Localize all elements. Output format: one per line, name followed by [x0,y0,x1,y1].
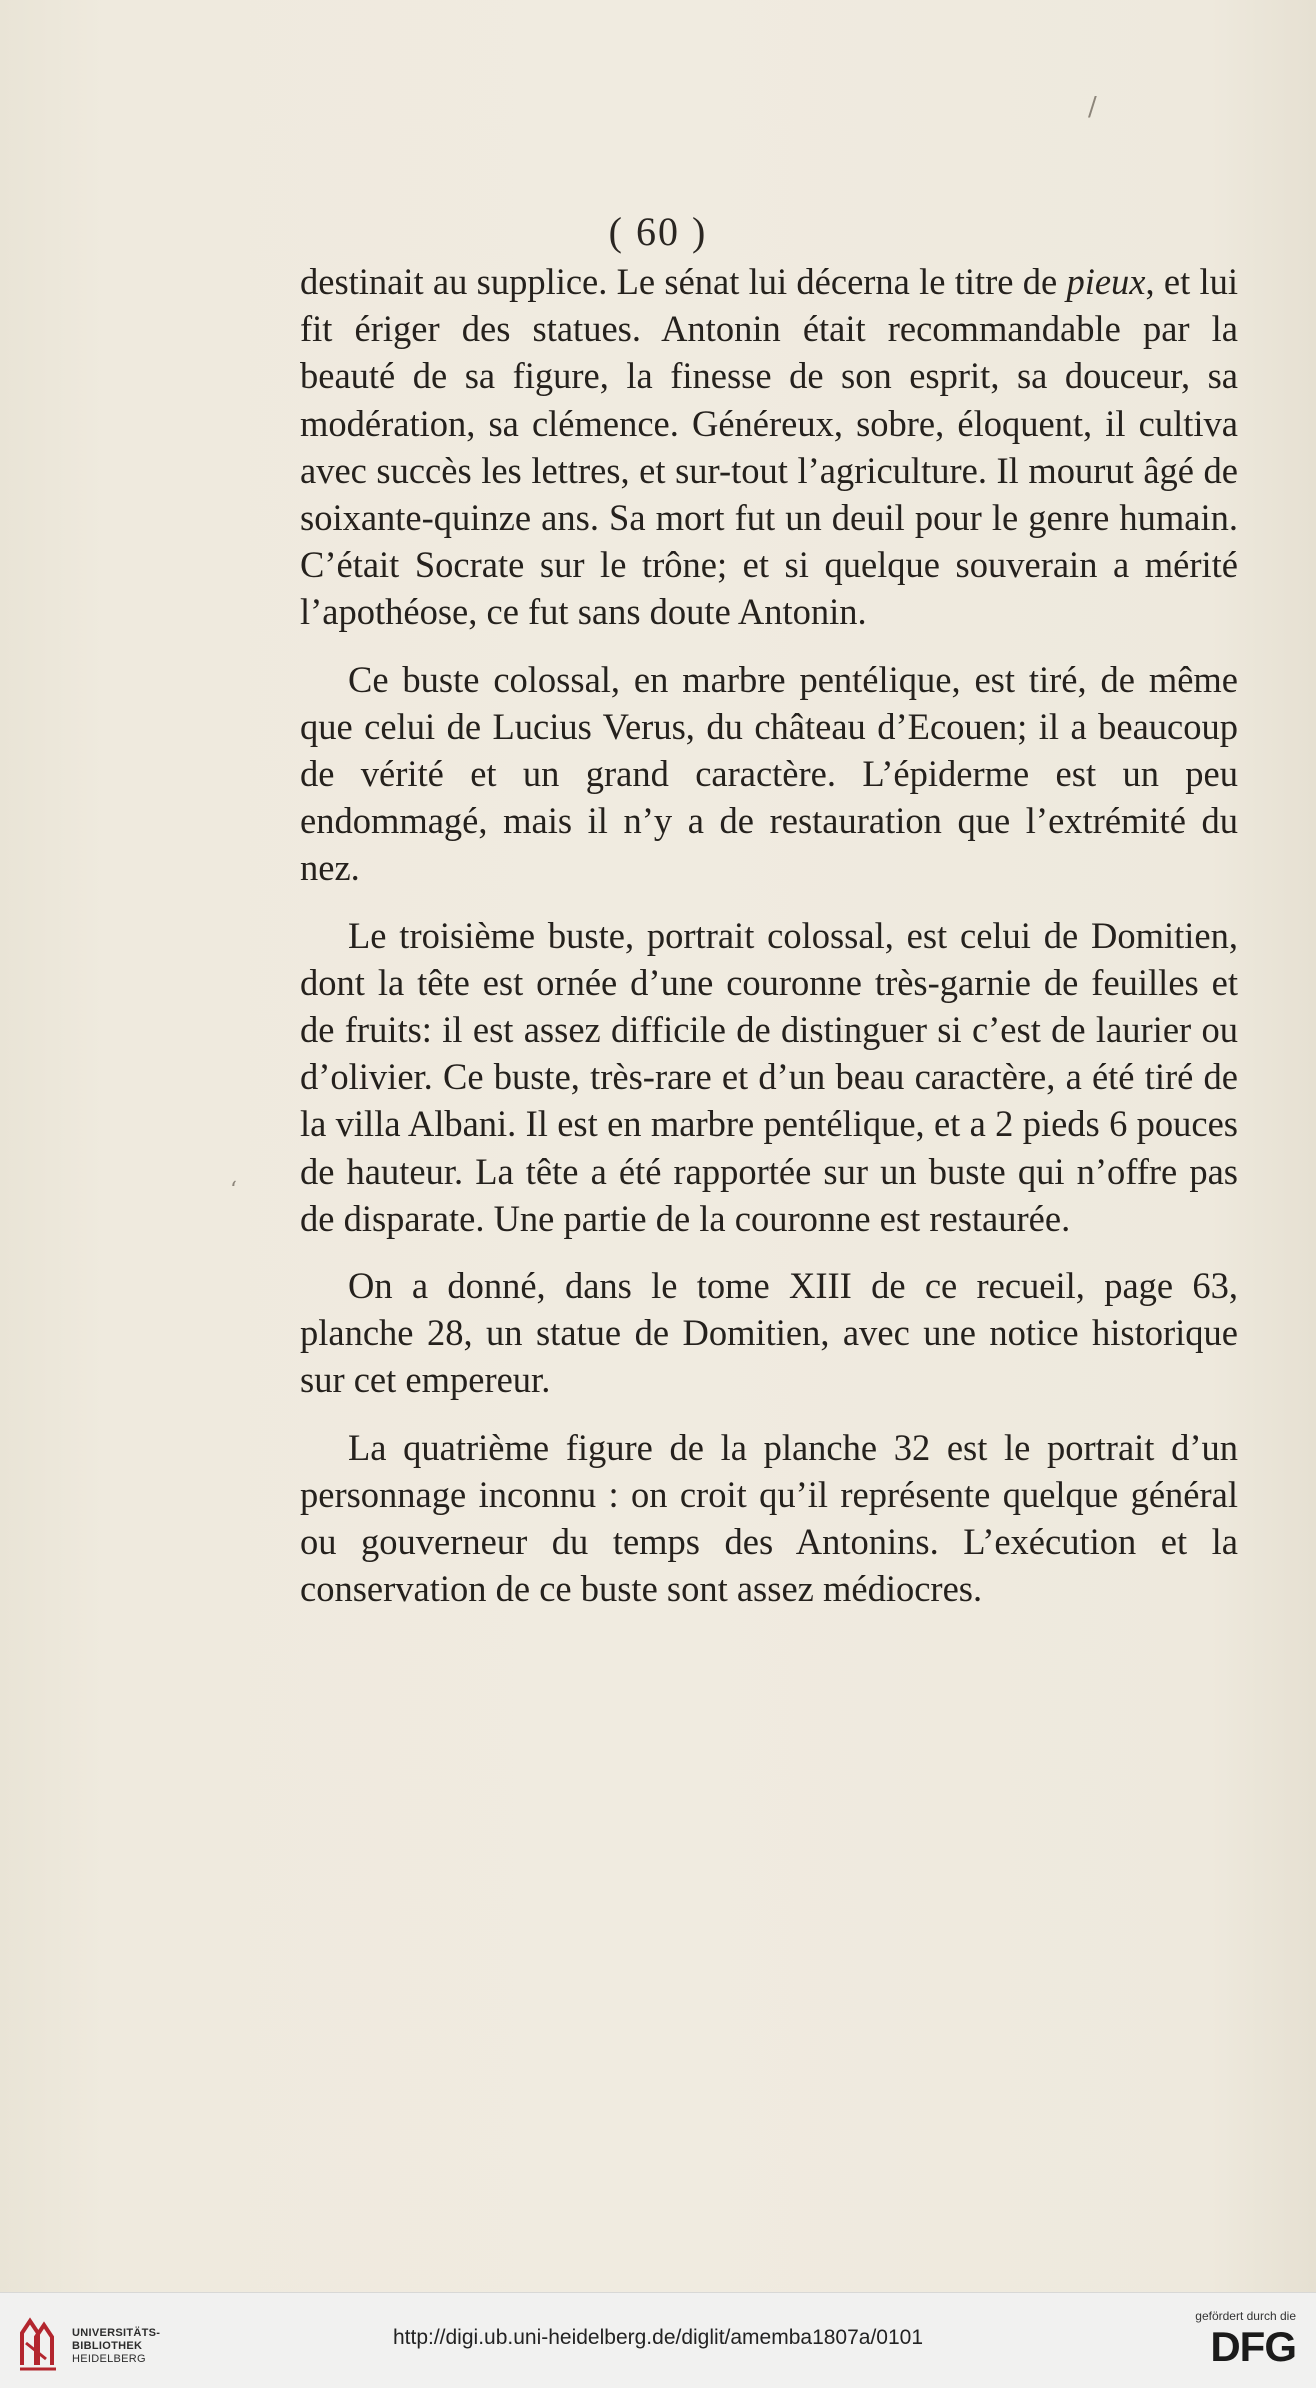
paragraph-4: On a donné, dans le tome XIII de ce recueil, page 63, planche 28, un statue de Domitien, avec une notice historique sur cet empereur. [300,1265,1238,1401]
margin-mark: ‘ [230,1178,237,1203]
paragraph-1-start: destinait au supplice. Le sénat lui décerna le titre de [300,261,1067,302]
funder-caption: gefördert durch die [1195,2309,1296,2323]
paragraph-1-end: , et lui fit ériger des statues. Antonin était recommandable par la beauté de sa figure, la finesse de son esprit, sa douceur, sa modération, sa clémence. Généreux, sobre, éloquent, il cultiva avec succès les lettres, et sur-tout l’agriculture. Il mourut âgé de soixante-quinze ans. Sa mort fut un deuil pour le genre humain. C’était Socrate sur le trône; et si quelque souverain a mérité l’apothéose, ce fut sans doute Antonin. [300,261,1239,633]
viewer-footer [0,2292,1316,2388]
dfg-logo[interactable]: DFG [1210,2323,1296,2370]
paragraph-2: Ce buste colossal, en marbre pentélique, est tiré, de même que celui de Lucius Verus, du château d’Ecouen; il a beaucoup de vérité et un grand caractère. L’épiderme est un peu endommagé, mais il n’y a de restauration que l’extrémité du nez. [300,658,1238,889]
funder-block [1146,2309,1296,2371]
paragraph-5: La quatrième figure de la planche 32 est le portrait d’un personnage inconnu : on croit qu’il représente quelque général ou gouverneur du temps des Antonins. L’exécution et la conservation de ce buste sont assez médiocres. [300,1426,1238,1610]
library-name-line2: BIBLIOTHEK [72,2340,143,2352]
library-name-line1: UNIVERSITÄTS- [72,2327,161,2339]
margin-mark: / [1088,92,1097,122]
body-text [300,258,1238,1612]
page-number: ( 60 ) [608,209,708,254]
library-name-line3: HEIDELBERG [72,2353,146,2365]
permalink-url[interactable]: http://digi.ub.uni-heidelberg.de/diglit/amemba1807a/0101 [392,2326,924,2349]
paragraph-3: Le troisième buste, portrait colossal, est celui de Domitien, dont la tête est ornée d’une couronne très-garnie de feuilles et de fruits: il est assez difficile de distinguer si c’est de laurier ou d’olivier. Ce buste, très-rare et d’un beau caractère, a été tiré de la villa Albani. Il est en marbre pentélique, et a 2 pieds 6 pouces de hauteur. La tête a été rapportée sur un buste qui n’offre pas de disparate. Une partie de la couronne est restaurée. [300,914,1238,1239]
paragraph-1 [300,258,1238,636]
paragraph-1-emphasis: pieux [1066,261,1146,302]
